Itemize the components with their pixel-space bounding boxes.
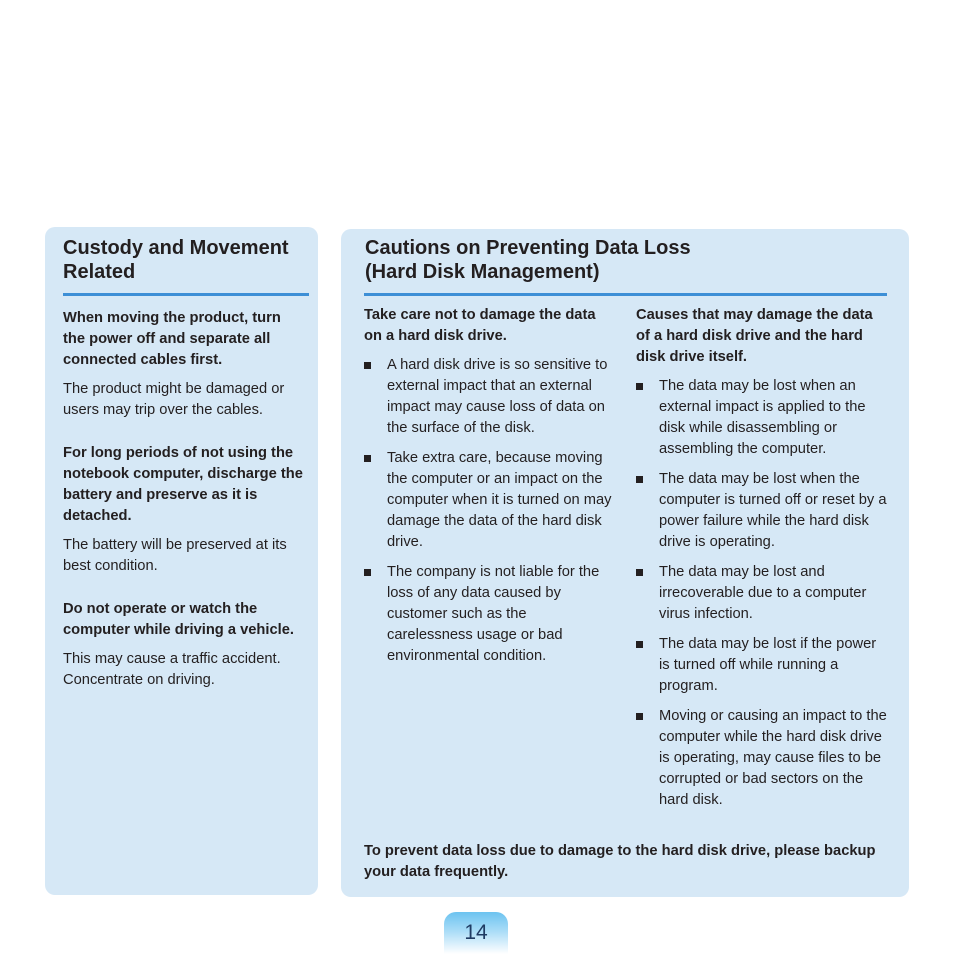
square-bullet-icon bbox=[636, 713, 643, 720]
list-item bbox=[636, 469, 887, 553]
data-loss-columns bbox=[364, 305, 887, 820]
list-item-text: The data may be lost when the computer is turned off or reset by a power failure while the hard disk drive is operating. bbox=[659, 471, 887, 550]
list-item bbox=[636, 562, 887, 625]
data-loss-column-a bbox=[364, 305, 613, 820]
square-bullet-icon bbox=[636, 641, 643, 648]
square-bullet-icon bbox=[636, 383, 643, 390]
custody-body-battery: The battery will be preserved at its best condition. bbox=[63, 537, 287, 574]
square-bullet-icon bbox=[364, 362, 371, 369]
list-item-text: Take extra care, because moving the computer or an impact on the computer when it is turned on may damage the data of the hard disk drive. bbox=[387, 450, 612, 550]
list-item-text: Moving or causing an impact to the computer while the hard disk drive is operating, may cause files to be corrupted or bad sectors on the hard disk. bbox=[659, 708, 887, 808]
square-bullet-icon bbox=[364, 569, 371, 576]
list-item-text: A hard disk drive is so sensitive to external impact that an external impact may cause loss of data on the surface of the disk. bbox=[387, 357, 608, 436]
list-item bbox=[636, 706, 887, 811]
list-item-text: The data may be lost and irrecoverable due to a computer virus infection. bbox=[659, 564, 867, 622]
list-item bbox=[636, 634, 887, 697]
list-item-text: The data may be lost if the power is turned off while running a program. bbox=[659, 636, 877, 694]
list-item-text: The company is not liable for the loss of any data caused by customer such as the carelessness usage or bad environmental condition. bbox=[387, 564, 600, 664]
square-bullet-icon bbox=[636, 569, 643, 576]
column-b-bullet-list bbox=[636, 376, 887, 811]
column-a-lead: Take care not to damage the data on a hard disk drive. bbox=[364, 307, 596, 344]
data-loss-title bbox=[364, 236, 887, 296]
backup-reminder-note: To prevent data loss due to damage to the hard disk drive, please backup your data frequently. bbox=[364, 843, 876, 880]
list-item bbox=[364, 448, 613, 553]
data-loss-title-line2: (Hard Disk Management) bbox=[365, 261, 600, 283]
custody-movement-title: Custody and Movement Related bbox=[63, 236, 309, 296]
square-bullet-icon bbox=[364, 455, 371, 462]
column-b-lead: Causes that may damage the data of a hard disk drive and the hard disk drive itself. bbox=[636, 307, 873, 365]
list-item-text: The data may be lost when an external impact is applied to the disk while disassembling or assembling the computer. bbox=[659, 378, 866, 457]
data-loss-column-b bbox=[636, 305, 887, 820]
custody-lead-power-off: When moving the product, turn the power off and separate all connected cables first. bbox=[63, 310, 281, 368]
custody-lead-battery: For long periods of not using the notebook computer, discharge the battery and preserve as it is detached. bbox=[63, 445, 303, 524]
data-loss-title-line1: Cautions on Preventing Data Loss bbox=[365, 237, 691, 259]
custody-body-driving: This may cause a traffic accident. Concentrate on driving. bbox=[63, 651, 281, 688]
custody-body-power-off: The product might be damaged or users may trip over the cables. bbox=[63, 381, 285, 418]
column-a-bullet-list bbox=[364, 355, 613, 667]
list-item bbox=[636, 376, 887, 460]
page-number: 14 bbox=[464, 921, 488, 944]
list-item bbox=[364, 562, 613, 667]
square-bullet-icon bbox=[636, 476, 643, 483]
data-loss-panel bbox=[341, 229, 909, 897]
page-number-tab bbox=[444, 912, 508, 954]
custody-lead-driving: Do not operate or watch the computer while driving a vehicle. bbox=[63, 601, 294, 638]
custody-movement-panel bbox=[45, 227, 318, 895]
list-item bbox=[364, 355, 613, 439]
